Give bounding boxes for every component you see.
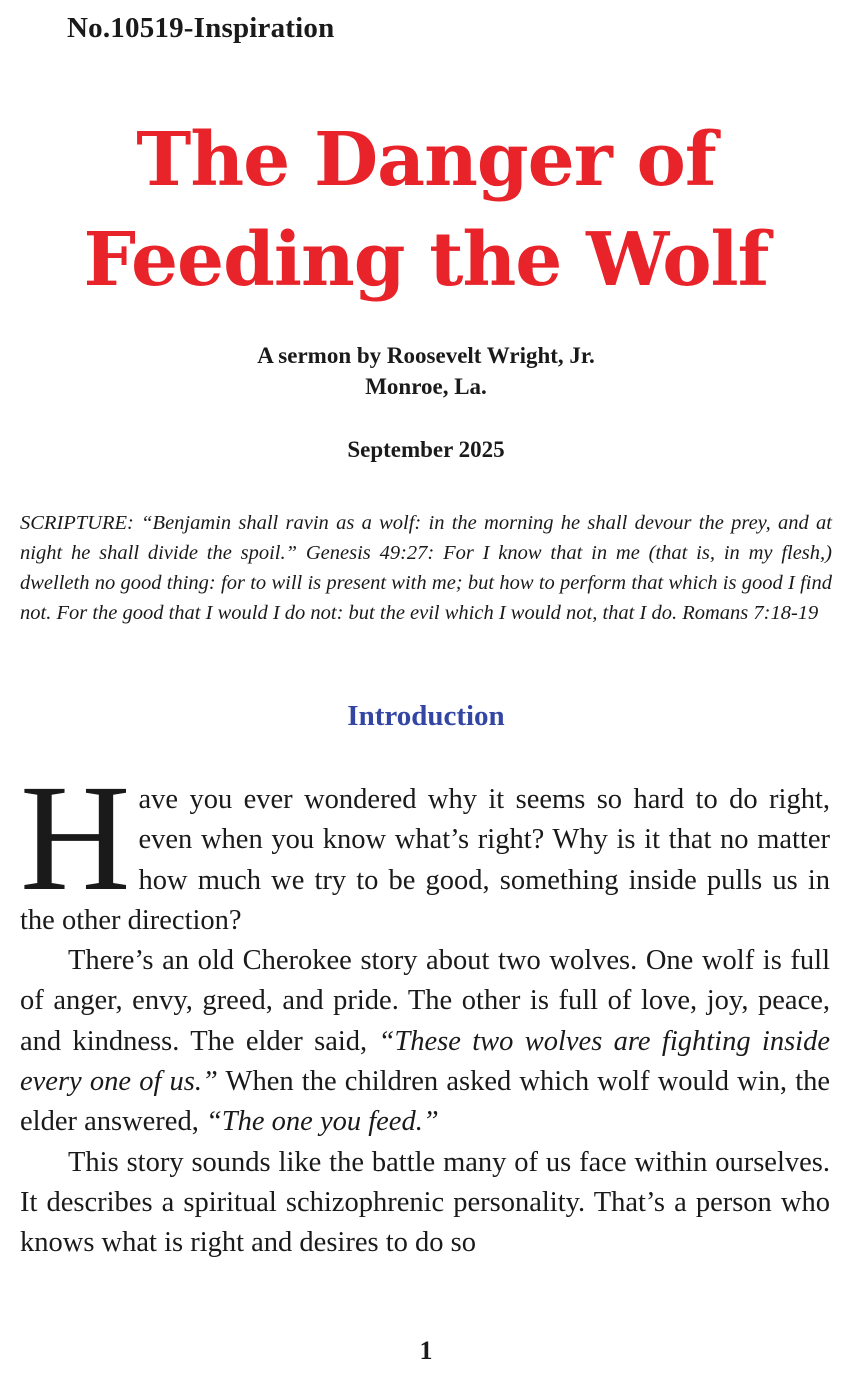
byline [0,340,852,402]
elder-quote-2: “The one you feed.” [205,1106,439,1138]
title-line-2: Feeding the Wolf [83,217,769,303]
body-text [20,754,831,1264]
paragraph-2-text-b: When the children asked which wolf would win, the elder answered, [20,1066,831,1138]
paragraph-1-text: ave you ever wondered why it seems so hard to do right, even when you know what’s right? Why is it that no matter how much we try to be good, something inside pulls us in the other direction? [20,784,830,936]
elder-quote-1: “These two wolves are fighting inside every one of us.” [20,1025,830,1098]
drop-cap: H [20,754,131,923]
title-line-1: The Danger of [136,117,716,203]
paragraph-1 [20,754,830,941]
author-line: A sermon by Roosevelt Wright, Jr. [257,343,595,368]
section-heading: Introduction [347,700,505,732]
paragraph-3-text: This story sounds like the battle many of us face within ourselves. It describes a spiritual schizophrenic personality. That’s a person who knows what is right and desires to do so [20,1146,830,1259]
paragraph-3 [20,1143,830,1264]
paragraph-2 [20,941,830,1142]
location-line: Monroe, La. [365,374,487,399]
page-number: 1 [419,1336,433,1365]
sermon-title [0,110,852,310]
sermon-date: September 2025 [347,437,505,462]
scripture-passage: SCRIPTURE: “Benjamin shall ravin as a wolf: in the morning he shall devour the prey, and at night he shall divide the spoil.” Genesis 49:27: For I know that in me (that is, in my flesh,) dwelleth no good thing: for to will is present with me; but how to perform that which is good I find not. For the good that I would I do not: but the evil which I would not, that I do. Romans 7:18-19 [20,512,832,624]
paragraph-2-text-a: There’s an old Cherokee story about two wolves. One wolf is full of anger, envy, greed, and pride. The other is full of love, joy, peace, and kindness. The elder said, [20,945,830,1057]
document-number: No.10519-Inspiration [67,12,335,44]
